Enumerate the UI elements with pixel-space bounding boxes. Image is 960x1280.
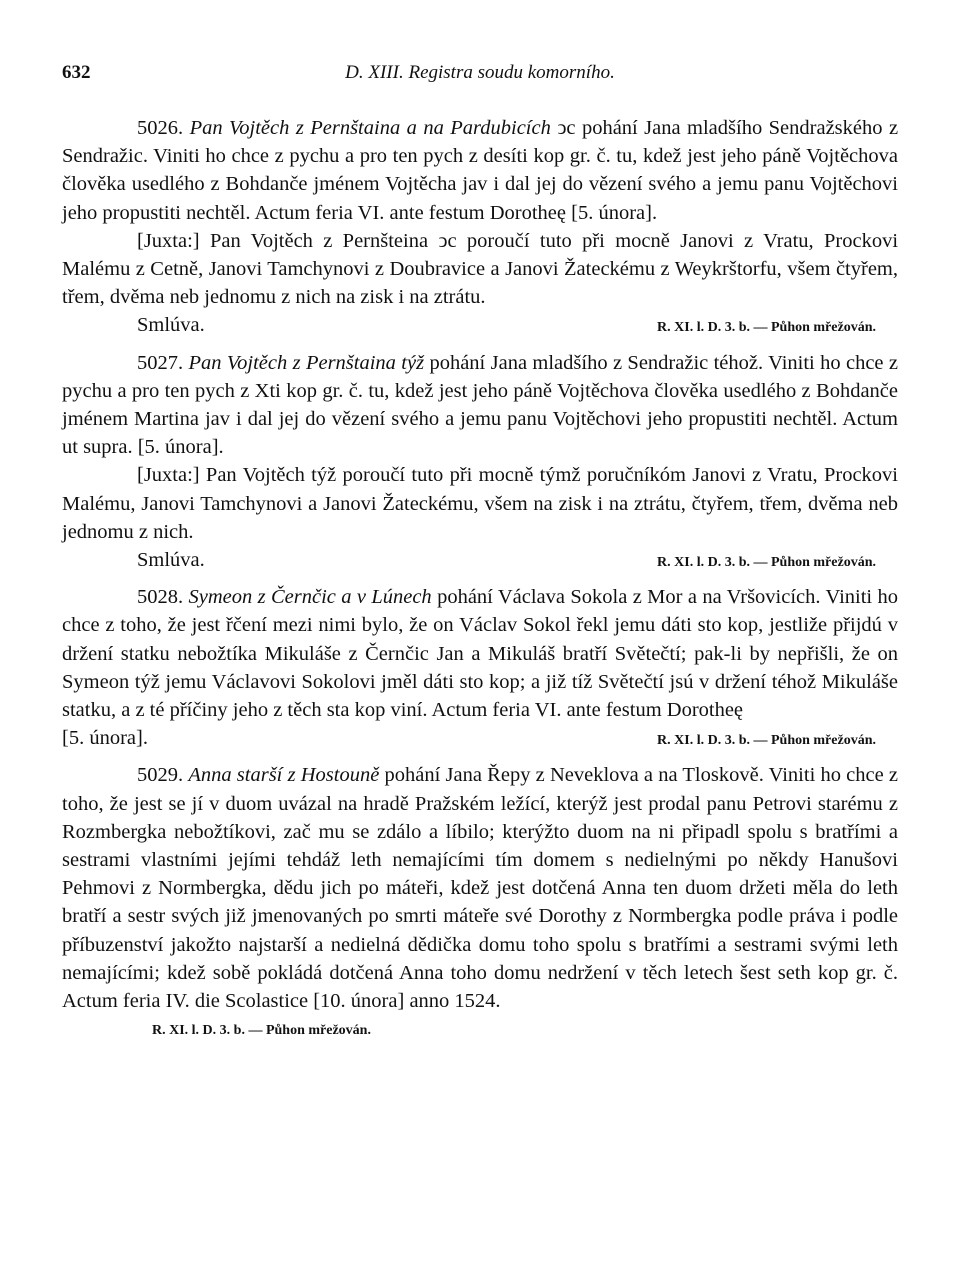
juxta-paragraph	[62, 227, 898, 312]
entry-plaintiff: Symeon z Černčic a v Lúnech	[188, 586, 432, 609]
juxta-text: Pan Vojtěch z Pernšteina ↄc poroučí tuto při mocně Janovi z Vratu, Prockovi Malému z Cetně, Janovi Tamchynovi z Doubravice a Janovi Žateckému z Weykrštorfu, všem čtyřem, třem, dvěma neb jednomu z nich na zisk i na ztrátu.	[62, 229, 899, 309]
entry-number: 5027.	[137, 351, 184, 374]
entry-text: pohání Václava Sokola z Mor a na Vršovicích. Viniti ho chce z toho, že jest řčení mezi nimi bylo, že on Václav Sokol řekl jemu dáti sto kop, jestliže přijdú v držení statku nebožtíka Mikuláše z Černčic Jan a Mikuláš bratří Světečtí; pak-li by nepřišli, že on Symeon týž jemu Václavovi Sokolovi jměl dáti sto kop; a již tíž Světečtí jsú v držení téhož Mikuláše statku, a z té příčiny jeho z těch sta kop viní. Actum feria VI. ante festum Dorotheę	[62, 586, 898, 722]
entry-5028	[62, 583, 898, 755]
entry-paragraph	[62, 583, 898, 724]
entry-plaintiff: Pan Vojtěch z Pernštaina a na Pardubicích	[189, 117, 551, 139]
juxta-paragraph	[62, 461, 898, 546]
source-reference: R. XI. l. D. 3. b. — Půhon mřežován.	[152, 1023, 371, 1039]
entry-paragraph	[62, 761, 898, 1015]
entry-plaintiff: Anna starší z Hostouně	[188, 764, 380, 787]
entry-number: 5028.	[137, 586, 184, 609]
closing-row	[62, 311, 898, 342]
juxta-text: Pan Vojtěch týž poroučí tuto při mocně týmž poručníkóm Janovi z Vratu, Prockovi Malému, Janovi Tamchynovi a Janovi Žateckému, všem na zisk i na ztrátu, čtyřem, třem, dvěma neb jednomu z nich.	[62, 464, 898, 543]
entry-5029	[62, 761, 898, 1045]
page-number: 632	[62, 62, 91, 83]
entry-number: 5026.	[137, 117, 184, 139]
entry-number: 5029.	[137, 764, 184, 787]
entry-text: pohání Jana mladšího z Sendražic téhož. Viniti ho chce z pychu a pro ten pych z Xti kop gr. č. tu, kdež jest jeho páně Vojtěchova člověka usedlého z Bohdanče jménem Martina jav i dal jej do vězení svého a jemu panu Vojtěchovi jeho propustiti nechtěl. Actum ut supra. [5. února].	[62, 351, 898, 459]
closing-row	[62, 546, 898, 577]
entry-paragraph	[62, 349, 898, 462]
closing-text: [5. února].	[62, 727, 148, 750]
source-reference: R. XI. l. D. 3. b. — Půhon mřežován.	[657, 733, 876, 749]
entry-5027	[62, 349, 898, 578]
source-reference: R. XI. l. D. 3. b. — Půhon mřežován.	[657, 320, 876, 336]
closing-text: Smlúva.	[137, 314, 205, 337]
entry-paragraph	[62, 114, 898, 227]
entry-plaintiff: Pan Vojtěch z Pernštaina týž	[188, 351, 425, 374]
entry-text: pohání Jana Řepy z Neveklova a na Tloskově. Viniti ho chce z toho, že jest se jí v duom uvázal na hradě Pražském ležící, kterýž jest prodal panu Petrovi starému z Rozmbergka nebožtíkovi, zač mu se zdálo a líbilo; kterýžto duom na ni připadl spolu s bratřími a sestrami vlastními jejími tehdáž leth nemajícími tím domem s nedielnými po někdy Hanušovi Pehmovi z Normbergka, dědu jich po máteři, kdež jest dotčená Anna ten duom držeti měla do leth bratří a sestr svých již jmenovaných po smrti máteře své Dorothy z Normbergka podle práva i podle příbuzenství jakožto najstarší a nedielná dědička domu toho spolu s bratřími a sestrami svými leth nemajícími; kdež sobě pokládá dotčená Anna toho domu nedržení v těch letech šest seth kop gr. č. Actum feria IV. die Scolastice [10. února] anno 1524.	[62, 764, 899, 1013]
juxta-label: [Juxta:]	[137, 464, 200, 487]
juxta-label: [Juxta:]	[137, 229, 200, 252]
page-body	[62, 114, 898, 1046]
running-title: D. XIII. Registra soudu komorního.	[345, 62, 615, 83]
closing-row	[62, 724, 898, 755]
entry-5026	[62, 114, 898, 343]
closing-text: Smlúva.	[137, 549, 205, 572]
source-reference: R. XI. l. D. 3. b. — Půhon mřežován.	[657, 555, 876, 571]
page-header	[62, 62, 898, 92]
entry-text: ↄc pohání Jana mladšího Sendražského z Sendražic. Viniti ho chce z pychu a pro ten pych z desíti kop gr. č. tu, kdež jest jeho páně Vojtěchova člověka usedlého z Bohdanče jménem Vojtěcha jav i dal jej do vězení svého a jemu panu Vojtěchovi jeho propustiti nechtěl. Actum feria VI. ante festum Dorotheę [5. února].	[62, 117, 899, 224]
